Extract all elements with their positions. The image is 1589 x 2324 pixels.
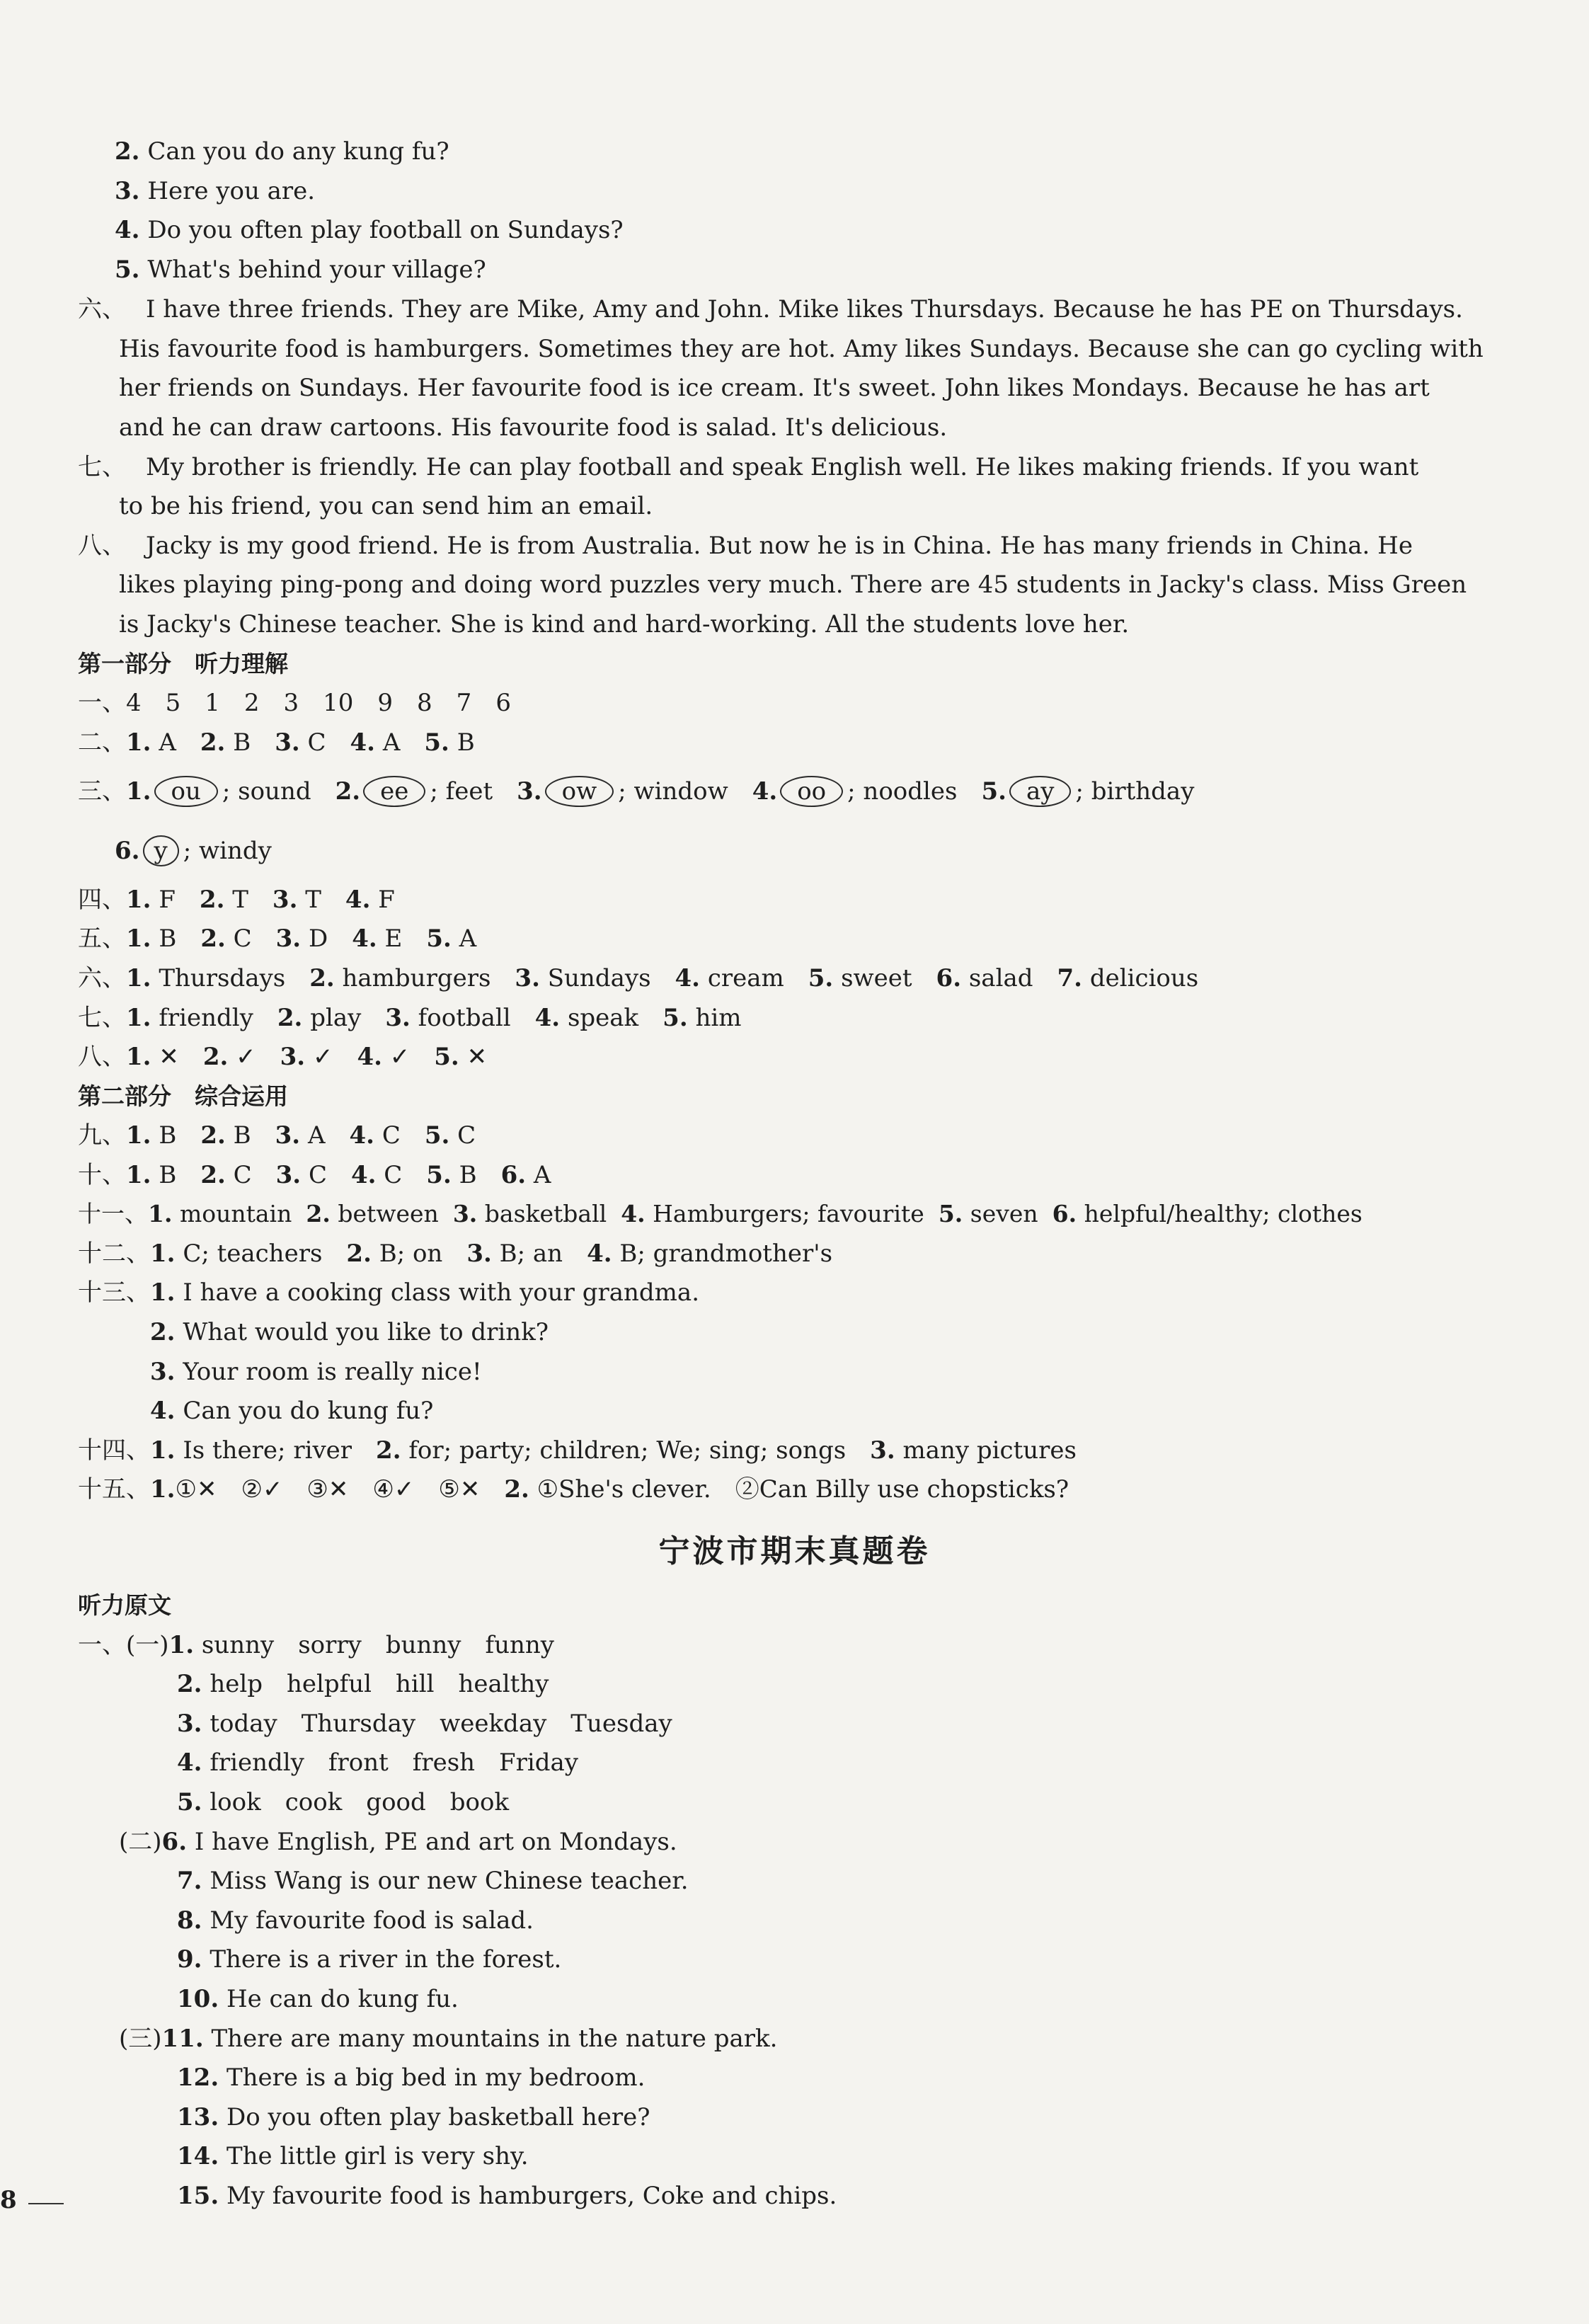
page-number-rule	[28, 2203, 64, 2204]
circled-letters: ay	[1009, 776, 1071, 807]
paragraph-7-line: 七、 My brother is friendly. He can play football and speak English well. He likes making friends. If you want	[78, 453, 1419, 481]
list-item: 3. Your room is really nice!	[150, 1358, 482, 1386]
circled-letters: ee	[363, 776, 425, 807]
paragraph-8-line: is Jacky's Chinese teacher. She is kind and hard-working. All the students love her.	[119, 610, 1130, 639]
answer-row-13: 十三、1. I have a cooking class with your grandma.	[78, 1278, 700, 1307]
list-item: 2. What would you like to drink?	[150, 1318, 549, 1346]
answer-row-2: 二、1. A 2. B 3. C 4. A 5. B	[78, 728, 475, 757]
answer-row-15: 十五、1.①✕ ②✓ ③✕ ④✓ ⑤✕ 2. ①She's clever. ②Can Billy use chopsticks?	[78, 1475, 1069, 1504]
list-item: 2. Can you do any kung fu?	[115, 137, 449, 166]
listening-row: 一、(一)1. sunny sorry bunny funny	[78, 1631, 554, 1659]
listening-row: (二)6. I have English, PE and art on Mondays.	[119, 1828, 677, 1856]
answer-row-3-cont: 6. y ; windy	[115, 837, 272, 865]
paragraph-6-line: His favourite food is hamburgers. Sometimes they are hot. Amy likes Sundays. Because she can go cycling with	[119, 335, 1484, 363]
listening-row: 7. Miss Wang is our new Chinese teacher.	[177, 1867, 689, 1895]
answer-row-12: 十二、1. C; teachers 2. B; on 3. B; an 4. B; grandmother's	[78, 1240, 833, 1268]
answer-row-8: 八、1. ✕ 2. ✓ 3. ✓ 4. ✓ 5. ✕	[78, 1043, 488, 1071]
listening-row: 9. There is a river in the forest.	[177, 1945, 562, 1974]
paragraph-8-line: 八、 Jacky is my good friend. He is from Australia. But now he is in China. He has many friends in China. He	[78, 532, 1413, 560]
listening-title: 听力原文	[78, 1591, 171, 1619]
listening-row: 12. There is a big bed in my bedroom.	[177, 2063, 646, 2092]
listening-row: (三)11. There are many mountains in the nature park.	[119, 2025, 778, 2053]
circled-letters: ow	[545, 776, 614, 807]
listening-row: 3. today Thursday weekday Tuesday	[177, 1710, 672, 1738]
listening-row: 8. My favourite food is salad.	[177, 1906, 534, 1935]
answer-row-5: 五、1. B 2. C 3. D 4. E 5. A	[78, 925, 477, 953]
paragraph-8-line: likes playing ping-pong and doing word puzzles very much. There are 45 students in Jacky's class. Miss Green	[119, 571, 1467, 599]
paragraph-6-line: her friends on Sundays. Her favourite food is ice cream. It's sweet. John likes Mondays. Because he has art	[119, 374, 1430, 402]
answer-row-14: 十四、1. Is there; river 2. for; party; children; We; sing; songs 3. many pictures	[78, 1436, 1077, 1465]
list-item: 4. Do you often play football on Sundays?	[115, 216, 624, 244]
listening-row: 5. look cook good book	[177, 1788, 510, 1816]
part1-title: 第一部分 听力理解	[78, 650, 288, 677]
listening-row: 13. Do you often play basketball here?	[177, 2103, 650, 2131]
listening-row: 10. He can do kung fu.	[177, 1985, 459, 2013]
listening-row: 2. help helpful hill healthy	[177, 1670, 549, 1698]
answer-row-7: 七、1. friendly 2. play 3. football 4. speak 5. him	[78, 1004, 742, 1032]
circled-letters: ou	[154, 776, 218, 807]
answer-row-11: 十一、1. mountain 2. between 3. basketball 4. Hamburgers; favourite 5. seven 6. helpful/healthy; clothes	[78, 1200, 1363, 1227]
paragraph-6-line: 六、 I have three friends. They are Mike, Amy and John. Mike likes Thursdays. Because he has PE on Thursdays.	[78, 295, 1463, 324]
answer-row-4: 四、1. F 2. T 3. T 4. F	[78, 886, 395, 914]
listening-row: 15. My favourite food is hamburgers, Coke and chips.	[177, 2182, 837, 2210]
part2-title: 第二部分 综合运用	[78, 1082, 288, 1110]
answer-row-9: 九、1. B 2. B 3. A 4. C 5. C	[78, 1121, 476, 1150]
page-number: 8	[0, 2186, 17, 2214]
list-item: 5. What's behind your village?	[115, 256, 486, 284]
listening-row: 14. The little girl is very shy.	[177, 2142, 529, 2170]
paragraph-7-line: to be his friend, you can send him an email.	[119, 492, 653, 520]
answer-row-10: 十、1. B 2. C 3. C 4. C 5. B 6. A	[78, 1161, 551, 1189]
exam-title: 宁波市期末真题卷	[658, 1533, 931, 1569]
answer-row-3: 三、1. ou ; sound 2. ee ; feet 3. ow ; window 4. oo ; noodles 5. ay ; birthday	[78, 777, 1195, 806]
list-item: 3. Here you are.	[115, 177, 316, 205]
answer-row-6: 六、1. Thursdays 2. hamburgers 3. Sundays 4. cream 5. sweet 6. salad 7. delicious	[78, 964, 1199, 992]
listening-row: 4. friendly front fresh Friday	[177, 1748, 579, 1777]
circled-letters: y	[143, 835, 179, 866]
circled-letters: oo	[780, 776, 843, 807]
answer-row-1: 一、4 5 1 2 3 10 9 8 7 6	[78, 689, 511, 717]
list-item: 4. Can you do kung fu?	[150, 1397, 434, 1425]
paragraph-6-line: and he can draw cartoons. His favourite food is salad. It's delicious.	[119, 413, 948, 442]
